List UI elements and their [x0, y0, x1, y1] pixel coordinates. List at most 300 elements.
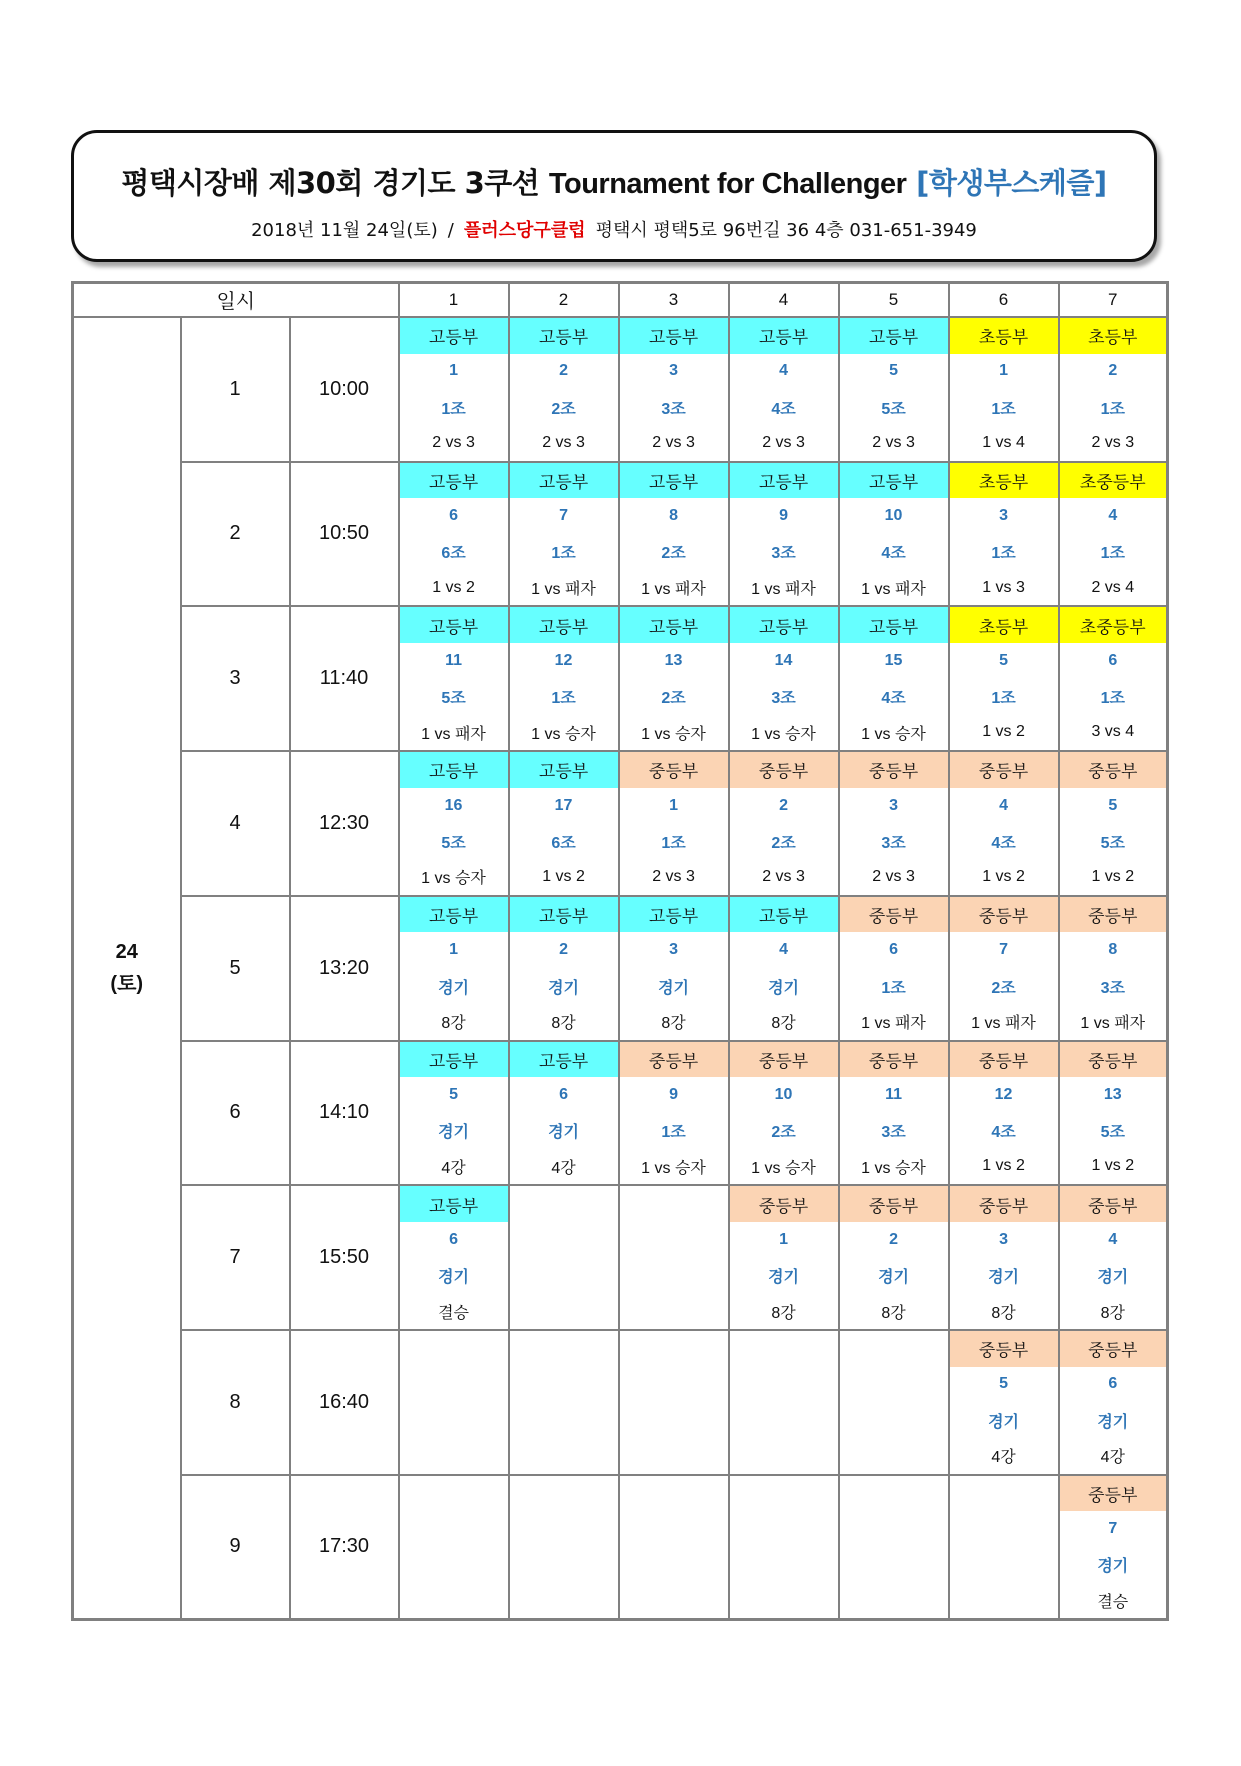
division-label: 초중등부: [1060, 607, 1167, 643]
match-slot: [1059, 317, 1168, 462]
division-label: 중등부: [1060, 897, 1167, 933]
match-group: 경기: [768, 979, 799, 997]
match-group: 1조: [991, 690, 1016, 708]
match-number: 11: [885, 1086, 902, 1104]
match-number: 7: [1108, 1520, 1118, 1538]
match-pairing: 8강: [771, 1304, 796, 1322]
match-number: 3: [669, 362, 678, 380]
match-group: 2조: [551, 400, 576, 418]
match-pairing: 1 vs 2: [1091, 1157, 1135, 1175]
match-slot: [619, 606, 729, 751]
match-card: [840, 318, 948, 461]
title-box: [71, 130, 1157, 262]
match-slot: [729, 1475, 839, 1620]
division-label: 중등부: [1060, 1476, 1167, 1512]
match-group: 경기: [768, 1268, 799, 1286]
match-pairing: 1 vs 패자: [861, 1015, 926, 1033]
match-group: 1조: [1100, 400, 1125, 418]
match-number: 13: [1103, 1086, 1122, 1104]
match-number: 6: [559, 1086, 568, 1104]
match-group: 5조: [441, 834, 466, 852]
match-slot: [509, 462, 619, 607]
club-name: 플러스당구클럽: [463, 220, 586, 241]
match-slot: [729, 606, 839, 751]
match-card: [950, 607, 1058, 750]
match-number: 4: [1108, 507, 1118, 525]
match-slot: [949, 751, 1059, 896]
match-card: [400, 1186, 508, 1329]
division-label: 고등부: [840, 607, 948, 643]
match-pairing: 결승: [438, 1304, 469, 1322]
match-pairing: 1 vs 승자: [751, 1159, 816, 1177]
match-card: [1060, 752, 1167, 895]
match-card: [620, 1042, 728, 1185]
match-number: 2: [779, 796, 788, 814]
match-card: [840, 897, 948, 1040]
match-slot: [509, 1185, 619, 1330]
match-slot: [399, 462, 509, 607]
division-label: 중등부: [1060, 1331, 1167, 1367]
match-group: 경기: [1097, 1558, 1129, 1576]
division-label: 고등부: [510, 318, 618, 354]
division-label: 고등부: [400, 1186, 508, 1222]
match-card: [1060, 897, 1167, 1040]
match-group: 경기: [988, 1268, 1019, 1286]
match-pairing: 1 vs 패자: [641, 581, 706, 599]
match-pairing: 1 vs 패자: [751, 581, 816, 599]
match-pairing: 2 vs 3: [652, 433, 695, 451]
match-slot: [1059, 1330, 1168, 1475]
match-group: 2조: [771, 1124, 796, 1142]
round-number: 8: [181, 1330, 290, 1475]
match-number: 5: [449, 1086, 458, 1104]
round-time: 11:40: [290, 606, 399, 751]
match-pairing: 1 vs 2: [432, 578, 475, 596]
match-slot: [509, 1041, 619, 1186]
match-slot: [1059, 606, 1168, 751]
match-pairing: 1 vs 승자: [861, 1159, 926, 1177]
division-label: 중등부: [730, 1042, 838, 1078]
match-card: [400, 752, 508, 895]
match-group: 4조: [881, 690, 906, 708]
match-slot: [619, 896, 729, 1041]
header-table-1: 1: [399, 283, 509, 317]
match-group: 경기: [548, 979, 579, 997]
match-slot: [839, 1330, 949, 1475]
match-card: [730, 897, 838, 1040]
match-slot: [839, 606, 949, 751]
match-card: [400, 1042, 508, 1185]
header-datetime-label: 일시: [73, 283, 399, 317]
match-pairing: 2 vs 3: [872, 433, 915, 451]
header-table-3: 3: [619, 283, 729, 317]
match-card: [950, 1331, 1058, 1474]
match-slot: [949, 462, 1059, 607]
division-label: 중등부: [950, 1042, 1058, 1078]
division-label: 고등부: [620, 897, 728, 933]
division-label: 초등부: [950, 318, 1058, 354]
header-table-4: 4: [729, 283, 839, 317]
match-pairing: 1 vs 승자: [531, 725, 596, 743]
match-group: 1조: [1100, 690, 1125, 708]
table-row: [73, 1041, 1168, 1186]
event-info: [74, 216, 1154, 242]
match-card: [510, 463, 618, 606]
match-number: 10: [774, 1086, 793, 1104]
match-pairing: 2 vs 3: [1091, 433, 1135, 451]
match-slot: [729, 1041, 839, 1186]
match-slot: [729, 896, 839, 1041]
match-number: 1: [779, 1230, 788, 1248]
round-number: 7: [181, 1185, 290, 1330]
match-pairing: 8강: [1100, 1304, 1125, 1322]
match-pairing: 1 vs 4: [982, 433, 1025, 451]
match-number: 2: [889, 1230, 898, 1248]
match-group: 2조: [661, 690, 686, 708]
match-slot: [1059, 751, 1168, 896]
match-pairing: 1 vs 승자: [421, 870, 486, 888]
division-label: 초등부: [950, 607, 1058, 643]
match-card: [1060, 318, 1167, 461]
division-label: 중등부: [730, 1186, 838, 1222]
round-number: 1: [181, 317, 290, 462]
division-label: 고등부: [620, 607, 728, 643]
division-label: 중등부: [1060, 752, 1167, 788]
match-slot: [399, 1330, 509, 1475]
match-group: 1조: [661, 1124, 686, 1142]
match-slot: [399, 896, 509, 1041]
match-pairing: 1 vs 2: [982, 1157, 1025, 1175]
match-pairing: 4강: [991, 1449, 1016, 1467]
match-number: 1: [669, 796, 678, 814]
match-slot: [1059, 462, 1168, 607]
division-label: 고등부: [730, 463, 838, 499]
match-slot: [1059, 1041, 1168, 1186]
match-group: 4조: [771, 400, 796, 418]
match-slot: [509, 1330, 619, 1475]
match-number: 12: [994, 1086, 1013, 1104]
round-number: 5: [181, 896, 290, 1041]
match-group: 1조: [881, 979, 906, 997]
match-pairing: 1 vs 승자: [751, 725, 816, 743]
match-group: 경기: [988, 1413, 1019, 1431]
match-number: 3: [889, 796, 898, 814]
division-label: 고등부: [510, 463, 618, 499]
match-number: 2: [559, 362, 568, 380]
match-slot: [1059, 1475, 1168, 1620]
match-group: 2조: [771, 834, 796, 852]
date-weekday: (토): [110, 972, 144, 995]
match-group: 경기: [1097, 1268, 1129, 1286]
header-table-5: 5: [839, 283, 949, 317]
match-card: [730, 1042, 838, 1185]
match-slot: [509, 317, 619, 462]
table-row: [73, 462, 1168, 607]
match-pairing: 1 vs 패자: [861, 581, 926, 599]
round-time: 13:20: [290, 896, 399, 1041]
match-pairing: 1 vs 패자: [1080, 1015, 1146, 1033]
division-label: 고등부: [730, 318, 838, 354]
title-korean: 평택시장배 제30회 경기도 3쿠션: [121, 166, 540, 200]
match-pairing: 2 vs 4: [1091, 578, 1135, 596]
match-group: 1조: [661, 834, 686, 852]
division-label: 중등부: [950, 752, 1058, 788]
table-row: [73, 1185, 1168, 1330]
match-group: 3조: [881, 834, 906, 852]
division-label: 중등부: [950, 1186, 1058, 1222]
match-pairing: 1 vs 패자: [531, 581, 596, 599]
match-number: 6: [449, 507, 458, 525]
match-group: 경기: [438, 979, 469, 997]
match-slot: [509, 1475, 619, 1620]
match-pairing: 1 vs 2: [1091, 867, 1135, 885]
division-label: 고등부: [510, 1042, 618, 1078]
match-number: 15: [884, 651, 903, 669]
match-card: [840, 1042, 948, 1185]
match-number: 7: [999, 941, 1008, 959]
match-number: 4: [779, 362, 788, 380]
match-card: [950, 752, 1058, 895]
round-time: 10:50: [290, 462, 399, 607]
match-slot: [839, 751, 949, 896]
division-label: 고등부: [400, 318, 508, 354]
match-slot: [619, 1041, 729, 1186]
match-card: [1060, 1042, 1167, 1185]
date-day: 24: [115, 940, 138, 963]
match-slot: [1059, 1185, 1168, 1330]
match-pairing: 8강: [881, 1304, 906, 1322]
match-number: 6: [449, 1230, 458, 1248]
match-pairing: 결승: [1097, 1593, 1129, 1611]
match-number: 2: [1108, 362, 1118, 380]
match-number: 1: [999, 362, 1008, 380]
match-number: 11: [445, 651, 462, 669]
round-time: 16:40: [290, 1330, 399, 1475]
division-label: 고등부: [400, 463, 508, 499]
match-group: 경기: [658, 979, 689, 997]
match-number: 10: [884, 507, 903, 525]
division-label: 초등부: [1060, 318, 1167, 354]
match-slot: [619, 1185, 729, 1330]
match-number: 9: [779, 507, 788, 525]
match-card: [620, 318, 728, 461]
division-label: 고등부: [510, 897, 618, 933]
division-label: 중등부: [950, 897, 1058, 933]
match-pairing: 1 vs 2: [982, 867, 1025, 885]
match-number: 14: [774, 651, 793, 669]
division-label: 고등부: [400, 752, 508, 788]
match-number: 5: [1108, 796, 1118, 814]
match-slot: [949, 1330, 1059, 1475]
match-slot: [729, 1185, 839, 1330]
round-number: 6: [181, 1041, 290, 1186]
division-label: 초등부: [950, 463, 1058, 499]
division-label: 중등부: [840, 897, 948, 933]
match-group: 5조: [1100, 1124, 1125, 1142]
match-slot: [509, 751, 619, 896]
header-table-7: 7: [1059, 283, 1168, 317]
match-group: 1조: [1100, 545, 1125, 563]
match-slot: [399, 1185, 509, 1330]
match-number: 6: [1108, 1375, 1118, 1393]
match-pairing: 1 vs 2: [982, 723, 1025, 741]
match-card: [510, 607, 618, 750]
match-group: 경기: [438, 1124, 469, 1142]
match-group: 2조: [661, 545, 686, 563]
match-slot: [729, 462, 839, 607]
division-label: 중등부: [950, 1331, 1058, 1367]
match-number: 8: [669, 507, 678, 525]
match-slot: [619, 317, 729, 462]
match-card: [840, 607, 948, 750]
match-number: 12: [554, 651, 573, 669]
match-card: [730, 1186, 838, 1329]
match-slot: [949, 1475, 1059, 1620]
table-header-row: [73, 283, 1168, 317]
match-number: 7: [559, 507, 568, 525]
match-pairing: 1 vs 승자: [861, 725, 926, 743]
match-card: [510, 897, 618, 1040]
title-english: Tournament for Challenger: [548, 168, 907, 200]
match-number: 2: [559, 941, 568, 959]
match-slot: [619, 1330, 729, 1475]
match-pairing: 1 vs 3: [982, 578, 1025, 596]
match-pairing: 8강: [771, 1015, 796, 1033]
event-date: 2018년 11월 24일(토): [251, 220, 438, 241]
match-card: [730, 318, 838, 461]
match-card: [400, 318, 508, 461]
match-group: 5조: [881, 400, 906, 418]
match-slot: [729, 751, 839, 896]
division-label: 초중등부: [1060, 463, 1167, 499]
match-number: 4: [999, 796, 1008, 814]
match-group: 1조: [551, 690, 576, 708]
division-label: 고등부: [620, 318, 728, 354]
match-pairing: 1 vs 패자: [421, 725, 486, 743]
match-card: [1060, 1186, 1167, 1329]
match-pairing: 2 vs 3: [432, 433, 475, 451]
match-card: [730, 463, 838, 606]
match-card: [510, 1042, 618, 1185]
match-slot: [949, 1185, 1059, 1330]
match-group: 3조: [661, 400, 686, 418]
match-card: [620, 607, 728, 750]
match-pairing: 2 vs 3: [872, 867, 915, 885]
match-pairing: 8강: [991, 1304, 1016, 1322]
match-slot: [399, 317, 509, 462]
match-number: 3: [999, 1230, 1008, 1248]
match-number: 3: [999, 507, 1008, 525]
match-number: 1: [449, 941, 458, 959]
round-time: 15:50: [290, 1185, 399, 1330]
division-label: 고등부: [510, 607, 618, 643]
match-group: 경기: [548, 1124, 579, 1142]
division-label: 중등부: [620, 752, 728, 788]
match-group: 4조: [991, 834, 1016, 852]
match-pairing: 2 vs 3: [652, 867, 695, 885]
match-number: 1: [449, 362, 458, 380]
match-slot: [839, 1041, 949, 1186]
match-pairing: 1 vs 승자: [641, 1159, 706, 1177]
match-group: 3조: [771, 690, 796, 708]
division-label: 고등부: [730, 897, 838, 933]
match-pairing: 1 vs 승자: [641, 725, 706, 743]
match-card: [620, 752, 728, 895]
match-card: [400, 463, 508, 606]
match-card: [950, 897, 1058, 1040]
table-row: [73, 317, 1168, 462]
match-pairing: 4강: [551, 1159, 576, 1177]
match-group: 2조: [991, 979, 1016, 997]
match-card: [950, 463, 1058, 606]
round-number: 4: [181, 751, 290, 896]
match-pairing: 2 vs 3: [542, 433, 585, 451]
division-label: 중등부: [620, 1042, 728, 1078]
division-label: 중등부: [840, 1042, 948, 1078]
match-slot: [509, 896, 619, 1041]
division-label: 고등부: [730, 607, 838, 643]
match-number: 3: [669, 941, 678, 959]
match-number: 5: [999, 1375, 1008, 1393]
match-slot: [1059, 896, 1168, 1041]
match-slot: [509, 606, 619, 751]
division-label: 중등부: [1060, 1186, 1167, 1222]
match-pairing: 1 vs 패자: [971, 1015, 1036, 1033]
match-slot: [619, 1475, 729, 1620]
page-title: [74, 161, 1154, 202]
match-slot: [399, 606, 509, 751]
match-group: 3조: [1100, 979, 1125, 997]
table-row: [73, 751, 1168, 896]
match-card: [400, 897, 508, 1040]
match-slot: [839, 317, 949, 462]
round-time: 14:10: [290, 1041, 399, 1186]
division-label: 고등부: [400, 1042, 508, 1078]
match-group: 5조: [1100, 834, 1125, 852]
table-row: [73, 896, 1168, 1041]
match-slot: [399, 751, 509, 896]
match-card: [950, 1042, 1058, 1185]
match-pairing: 1 vs 2: [542, 867, 585, 885]
match-card: [950, 1186, 1058, 1329]
match-number: 17: [554, 796, 573, 814]
match-group: 5조: [441, 690, 466, 708]
match-pairing: 4강: [441, 1159, 466, 1177]
match-slot: [949, 896, 1059, 1041]
table-row: [73, 1330, 1168, 1475]
match-card: [840, 463, 948, 606]
match-card: [1060, 1476, 1167, 1618]
round-number: 3: [181, 606, 290, 751]
match-card: [730, 752, 838, 895]
division-label: 고등부: [620, 463, 728, 499]
division-label: 중등부: [840, 752, 948, 788]
match-group: 1조: [991, 400, 1016, 418]
round-number: 9: [181, 1475, 290, 1620]
match-pairing: 8강: [441, 1015, 466, 1033]
schedule-table: [71, 281, 1169, 1621]
round-time: 10:00: [290, 317, 399, 462]
match-slot: [839, 1185, 949, 1330]
match-card: [620, 897, 728, 1040]
match-slot: [399, 1475, 509, 1620]
match-number: 4: [1108, 1230, 1118, 1248]
match-number: 4: [779, 941, 788, 959]
division-label: 중등부: [840, 1186, 948, 1222]
match-card: [730, 607, 838, 750]
match-group: 4조: [991, 1124, 1016, 1142]
division-label: 고등부: [840, 463, 948, 499]
